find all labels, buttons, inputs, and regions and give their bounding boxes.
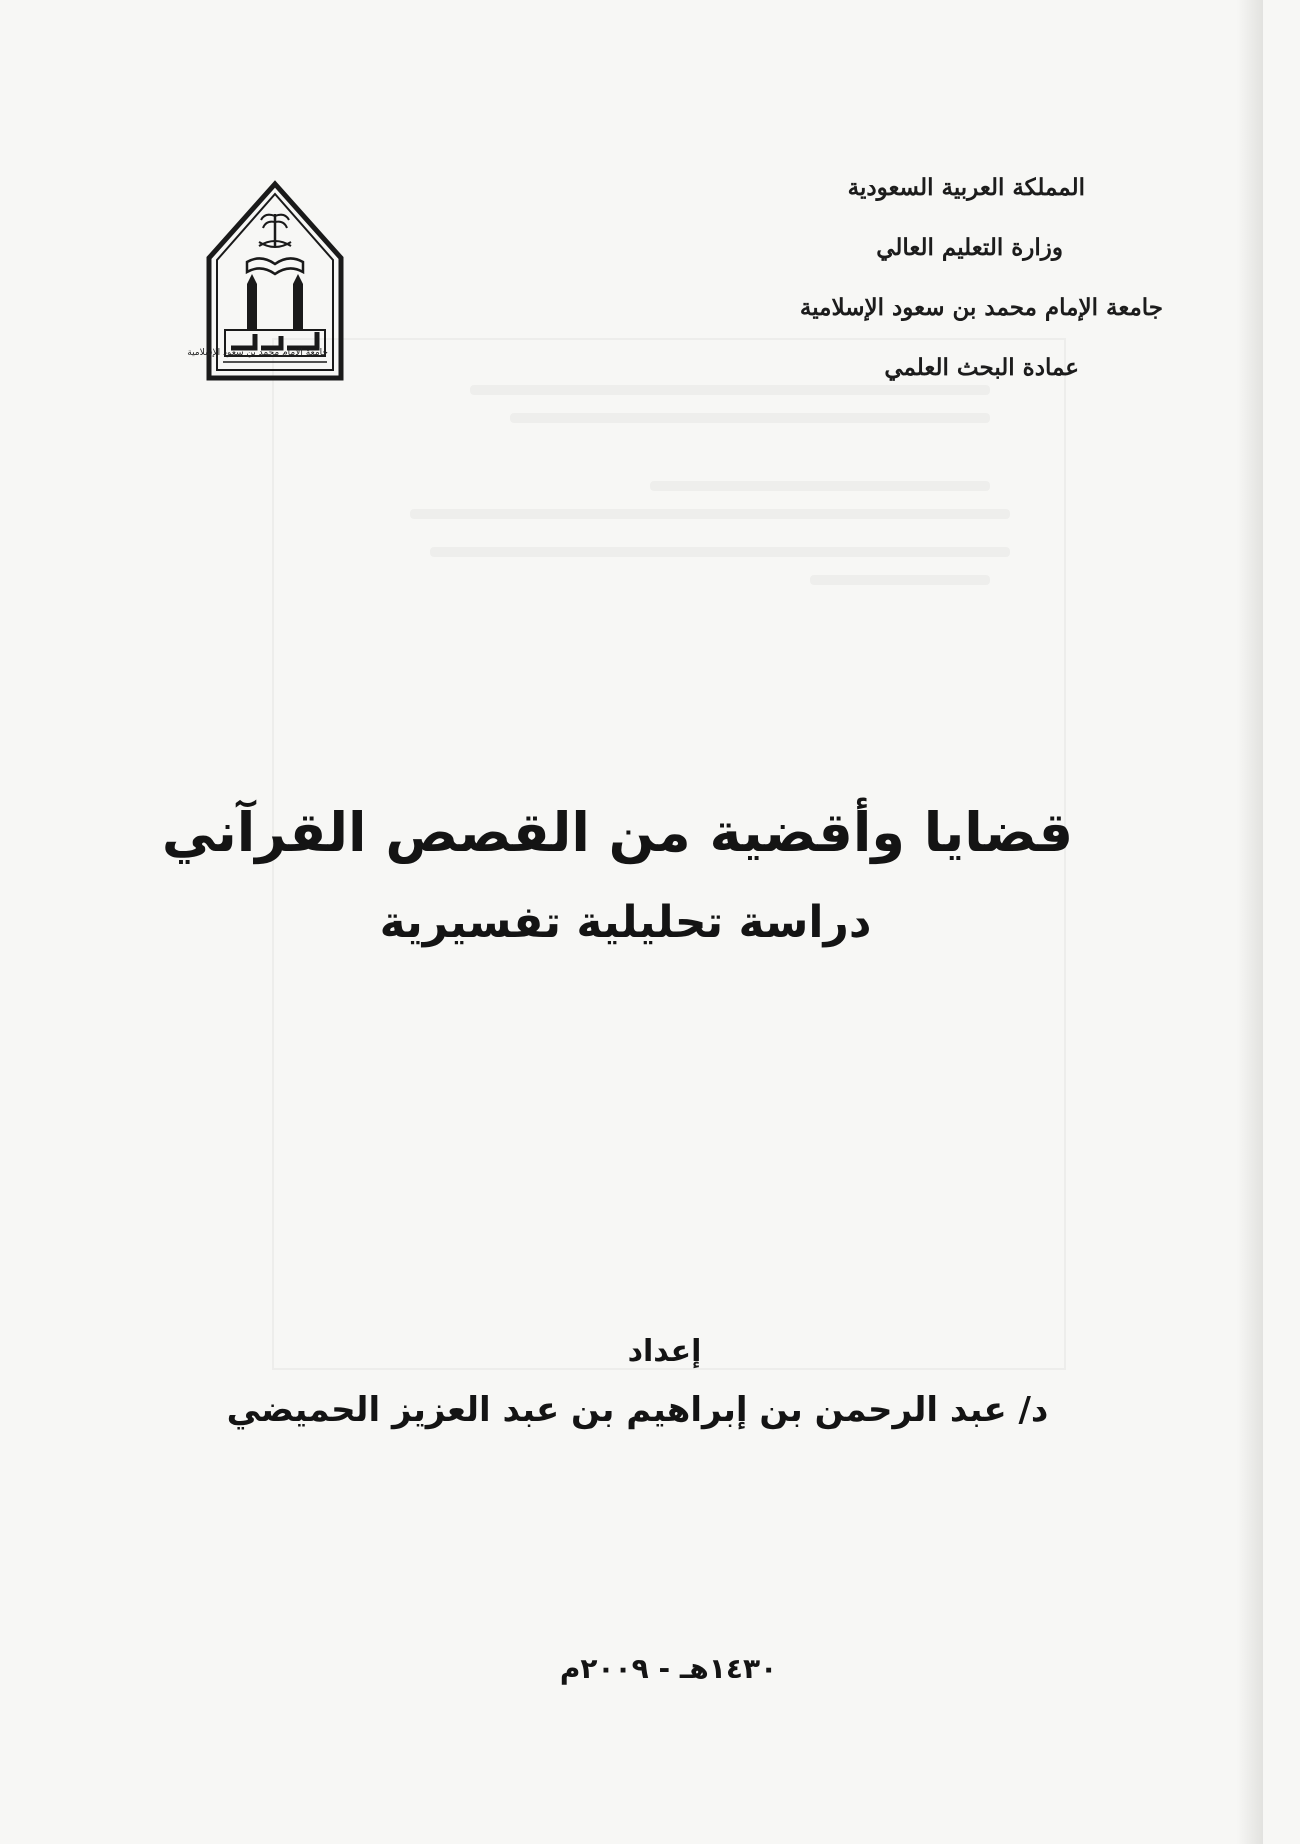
book-title: قضايا وأقضية من القصص القرآني	[161, 801, 1074, 864]
reverse-side-bleed-text	[390, 385, 1030, 643]
deanship-name: عمادة البحث العلمي	[884, 354, 1079, 381]
logo-caption: جامعة الإمام محمد بن سعود الإسلامية	[187, 348, 328, 358]
ministry-name: وزارة التعليم العالي	[876, 234, 1063, 261]
book-subtitle: دراسة تحليلية تفسيرية	[379, 897, 872, 948]
publication-date: ١٤٣٠هـ - ٢٠٠٩م	[559, 1652, 778, 1685]
institution-header	[565, 158, 1163, 398]
author-name: د/ عبد الرحمن بن إبراهيم بن عبد العزيز الحميضي	[226, 1390, 1049, 1430]
university-name: جامعة الإمام محمد بن سعود الإسلامية	[799, 294, 1163, 321]
prepared-by-label: إعداد	[627, 1334, 702, 1369]
country-name: المملكة العربية السعودية	[847, 174, 1085, 201]
